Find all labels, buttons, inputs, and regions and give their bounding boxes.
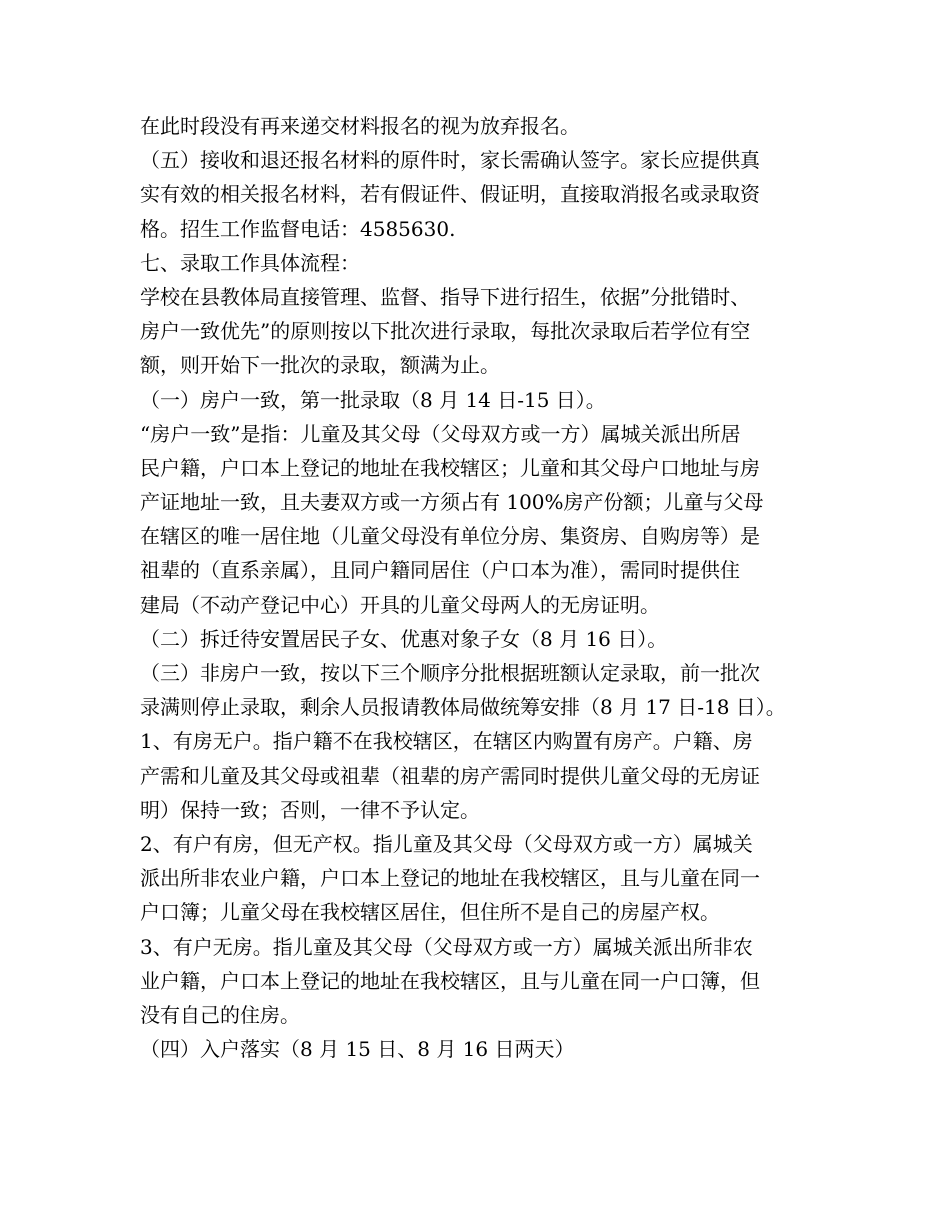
text-line: 建局（不动产登记中心）开具的儿童父母两人的无房证明。: [140, 592, 660, 617]
text-line: 户口簿；儿童父母在我校辖区居住，但住所不是自己的房屋产权。: [140, 900, 720, 925]
text-line: 产证地址一致，且夫妻双方或一方须占有 100%房产份额；儿童与父母: [140, 490, 764, 515]
text-line: 房户一致优先”的原则按以下批次进行录取，每批次录取后若学位有空: [140, 319, 751, 344]
text-line: “房户一致”是指：儿童及其父母（父母双方或一方）属城关派出所居: [140, 421, 741, 446]
subsection-heading: （二）拆迁待安置居民子女、优惠对象子女（8 月 16 日）。: [140, 626, 668, 651]
subsection-heading: （四）入户落实（8 月 15 日、8 月 16 日两天）: [140, 1037, 575, 1062]
text-line: 明）保持一致；否则，一律不予认定。: [140, 797, 480, 822]
text-line: 祖辈的（直系亲属），且同户籍同居住（户口本为准），需同时提供住: [140, 558, 740, 583]
text-line: 学校在县教体局直接管理、监督、指导下进行招生，依据”分批错时、: [140, 284, 751, 309]
text-line: 录满则停止录取，剩余人员报请教体局做统筹安排（8 月 17 日-18 日）。: [140, 695, 786, 720]
text-line: 格。招生工作监督电话：4585630.: [140, 216, 456, 241]
text-line: 派出所非农业户籍，户口本上登记的地址在我校辖区，且与儿童在同一: [140, 866, 760, 891]
list-item: 2、有户有房，但无产权。指儿童及其父母（父母双方或一方）属城关: [140, 831, 753, 856]
list-item: 1、有房无户。指户籍不在我校辖区，在辖区内购置有房产。户籍、房: [140, 729, 753, 754]
text-line: 业户籍，户口本上登记的地址在我校辖区，且与儿童在同一户口簿，但: [140, 968, 760, 993]
subsection-heading: （一）房户一致，第一批录取（8 月 14 日-15 日）。: [140, 387, 606, 412]
text-line: 在此时段没有再来递交材料报名的视为放弃报名。: [140, 114, 580, 138]
text-line: 实有效的相关报名材料，若有假证件、假证明，直接取消报名或录取资: [140, 182, 760, 207]
section-heading: 七、录取工作具体流程：: [140, 250, 360, 275]
text-line: 民户籍，户口本上登记的地址在我校辖区；儿童和其父母户口地址与房: [140, 455, 760, 480]
subsection-heading: （三）非房户一致，按以下三个顺序分批根据班额认定录取，前一批次: [140, 661, 760, 685]
text-line: 没有自己的住房。: [140, 1002, 300, 1027]
text-line: 额，则开始下一批次的录取，额满为止。: [140, 353, 500, 378]
text-line: 产需和儿童及其父母或祖辈（祖辈的房产需同时提供儿童父母的无房证: [140, 763, 760, 788]
list-item: 3、有户无房。指儿童及其父母（父母双方或一方）属城关派出所非农: [140, 934, 753, 959]
body-text: [140, 109, 830, 1066]
text-line: （五）接收和退还报名材料的原件时，家长需确认签字。家长应提供真: [140, 148, 760, 173]
text-line: 在辖区的唯一居住地（儿童父母没有单位分房、集资房、自购房等）是: [140, 524, 760, 549]
